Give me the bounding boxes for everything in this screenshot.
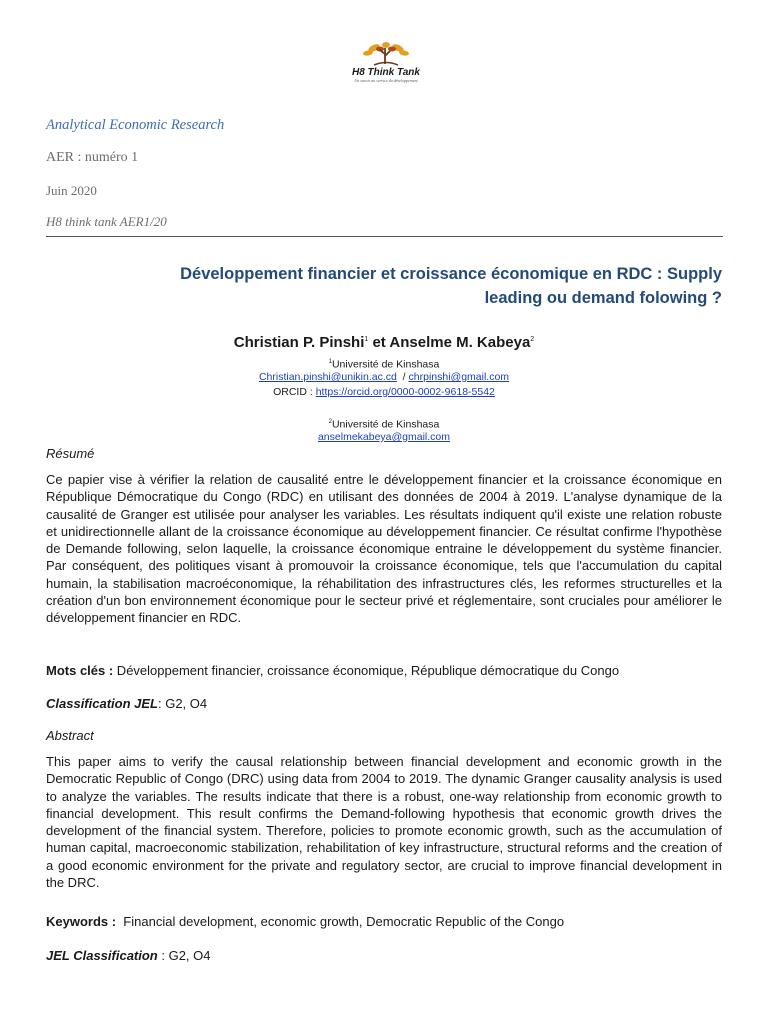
resume-keywords-label: Mots clés :: [46, 663, 114, 678]
resume-keywords-value: Développement financier, croissance économique, République démocratique du Congo: [113, 663, 620, 678]
email-link-2[interactable]: chrpinshi@gmail.com: [408, 371, 510, 383]
header-divider: [46, 236, 723, 237]
abstract-text: This paper aims to verify the causal relationship between financial development and economic growth in the Democratic Republic of Congo (DRC) using data from 2004 to 2019. The dynamic Granger causality analysis is used to analyze the variables. The results indicate that there is a robust, one-way relationship from economic growth to financial development. This result confirms the Demand-following hypothesis that economic growth drives the development of the financial system. Therefore, policies to promote economic growth, such as the accumulation of human capital, macroeconomic stabilization, rehabilitation of key infrastructure, structural reforms and the creation of a good economic environment for the private and regulatory sector, are crucial to improve financial development in the DRC.: [46, 754, 722, 891]
resume-keywords: [46, 663, 619, 678]
orcid-label: ORCID :: [273, 386, 316, 398]
logo-name: H8 Think Tank: [352, 67, 420, 78]
author-joiner: et: [368, 334, 390, 351]
logo-tagline: Un savoir au service du développement: [354, 78, 418, 83]
abstract-heading: Abstract: [46, 728, 94, 743]
author-2-mark: 2: [530, 336, 535, 343]
series-date: Juin 2020: [46, 183, 97, 198]
paper-title: [82, 262, 722, 310]
paper-title-line2: leading ou demand folowing ?: [484, 289, 722, 307]
abstract-jel: [46, 948, 211, 963]
author-list: [0, 334, 768, 351]
affiliation-1-name: Université de Kinshasa: [331, 358, 440, 371]
email-link-3[interactable]: anselmekabeya@gmail.com: [317, 431, 451, 443]
series-issue: AER : numéro 1: [46, 150, 139, 165]
paper-title-line1: Développement financier et croissance économique en RDC : Supply: [180, 265, 722, 283]
abstract-jel-label: JEL Classification: [46, 948, 158, 963]
tree-logo-icon: [356, 40, 416, 66]
affiliation-1-emails: [0, 370, 768, 385]
author-1: Christian P. Pinshi: [233, 334, 365, 351]
abstract-jel-value: : G2, O4: [157, 948, 211, 963]
series-code: H8 think tank AER1/20: [46, 214, 167, 229]
abstract-keywords: [46, 914, 564, 929]
email-link-1[interactable]: Christian.pinshi@unikin.ac.cd: [258, 371, 397, 383]
orcid-line: [0, 385, 768, 400]
resume-heading: Résumé: [46, 446, 95, 461]
resume-text: Ce papier vise à vérifier la relation de causalité entre le développement financier et la croissance économique en République Démocratique du Congo (RDC) en utilisant des données de 2004 à 2019. L'analyse dynamique de la causalité de Granger est utilisée pour analyser les variables. Les résultats indiquent qu'il existe une relation robuste et unidirectionnelle allant de la croissance économique au développement financier. Ce résultat confirme l'hypothèse de Demande following, selon laquelle, la croissance économique entraine le développement du système financier. Par conséquent, des politiques visant à promouvoir la croissance économique, tels que l'accumulation du capital humain, la stabilisation macroéconomique, la réhabilitation des infrastructures clés, les reformes structurelles et la création d'un bon environnement économique pour le secteur privé et réglementaire, sont cruciales pour améliorer le développement financier en RDC.: [46, 472, 722, 626]
series-title: Analytical Economic Research: [46, 117, 225, 133]
orcid-link[interactable]: https://orcid.org/0000-0002-9618-5542: [315, 386, 495, 398]
email-separator: /: [396, 371, 409, 383]
abstract-keywords-label: Keywords :: [46, 914, 117, 929]
author-2: Anselme M. Kabeya: [389, 334, 531, 351]
affiliation-2-email: [0, 430, 768, 445]
resume-jel: [46, 696, 207, 711]
affiliation-2-name: Université de Kinshasa: [331, 418, 440, 431]
affiliation-1-mark: 1: [328, 359, 332, 365]
author-1-mark: 1: [364, 336, 369, 343]
abstract-keywords-value: Financial development, economic growth, Democratic Republic of the Congo: [116, 914, 565, 929]
resume-jel-value: : G2, O4: [157, 696, 208, 711]
resume-jel-label: Classification JEL: [46, 696, 158, 711]
affiliation-2-mark: 2: [328, 419, 332, 425]
think-tank-logo: [340, 40, 432, 90]
